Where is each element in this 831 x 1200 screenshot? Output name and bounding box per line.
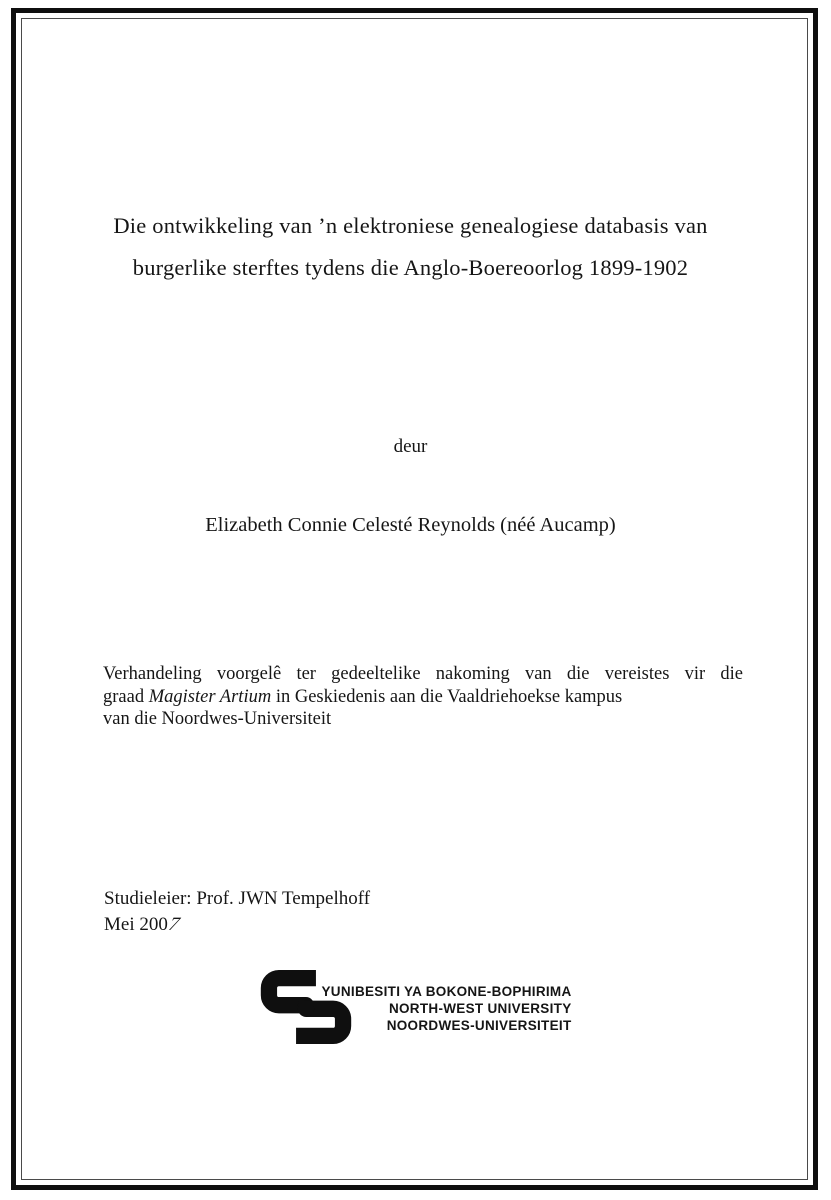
declaration-line1: Verhandeling voorgelê ter gedeeltelike nakoming van die vereistes vir die bbox=[103, 664, 743, 684]
declaration-degree-name: Magister Artium bbox=[148, 686, 272, 707]
logo-text-line2: NORTH-WEST UNIVERSITY bbox=[388, 1000, 572, 1016]
date-line bbox=[104, 914, 184, 936]
declaration-line3: van die Noordwes-Universiteit bbox=[103, 709, 332, 729]
supervisor-line: Studieleier: Prof. JWN Tempelhoff bbox=[104, 888, 371, 909]
university-logo-text bbox=[321, 981, 571, 1034]
university-logo bbox=[0, 968, 831, 1046]
declaration-line2 bbox=[103, 686, 743, 709]
thesis-title-line1: Die ontwikkeling van ’n elektroniese genealogiese databasis van bbox=[113, 213, 708, 238]
date-prefix: Mei 200 bbox=[104, 914, 168, 935]
degree-declaration bbox=[103, 663, 743, 731]
declaration-line2-pre: graad bbox=[103, 686, 149, 707]
thesis-title-line2: burgerlike sterftes tydens die Anglo-Boereoorlog 1899-1902 bbox=[132, 255, 689, 280]
thesis-title bbox=[60, 205, 761, 289]
logo-text-line3: NOORDWES-UNIVERSITEIT bbox=[386, 1017, 572, 1033]
declaration-line2-post: in Geskiedenis aan die Vaaldriehoekse kampus bbox=[271, 686, 623, 707]
logo-text-line1: YUNIBESITI YA BOKONE-BOPHIRIMA bbox=[321, 983, 572, 999]
date-last-digit: 7 bbox=[164, 914, 184, 935]
author-name: Elizabeth Connie Celesté Reynolds (néé Aucamp) bbox=[205, 514, 616, 536]
byline-label: deur bbox=[393, 436, 428, 457]
